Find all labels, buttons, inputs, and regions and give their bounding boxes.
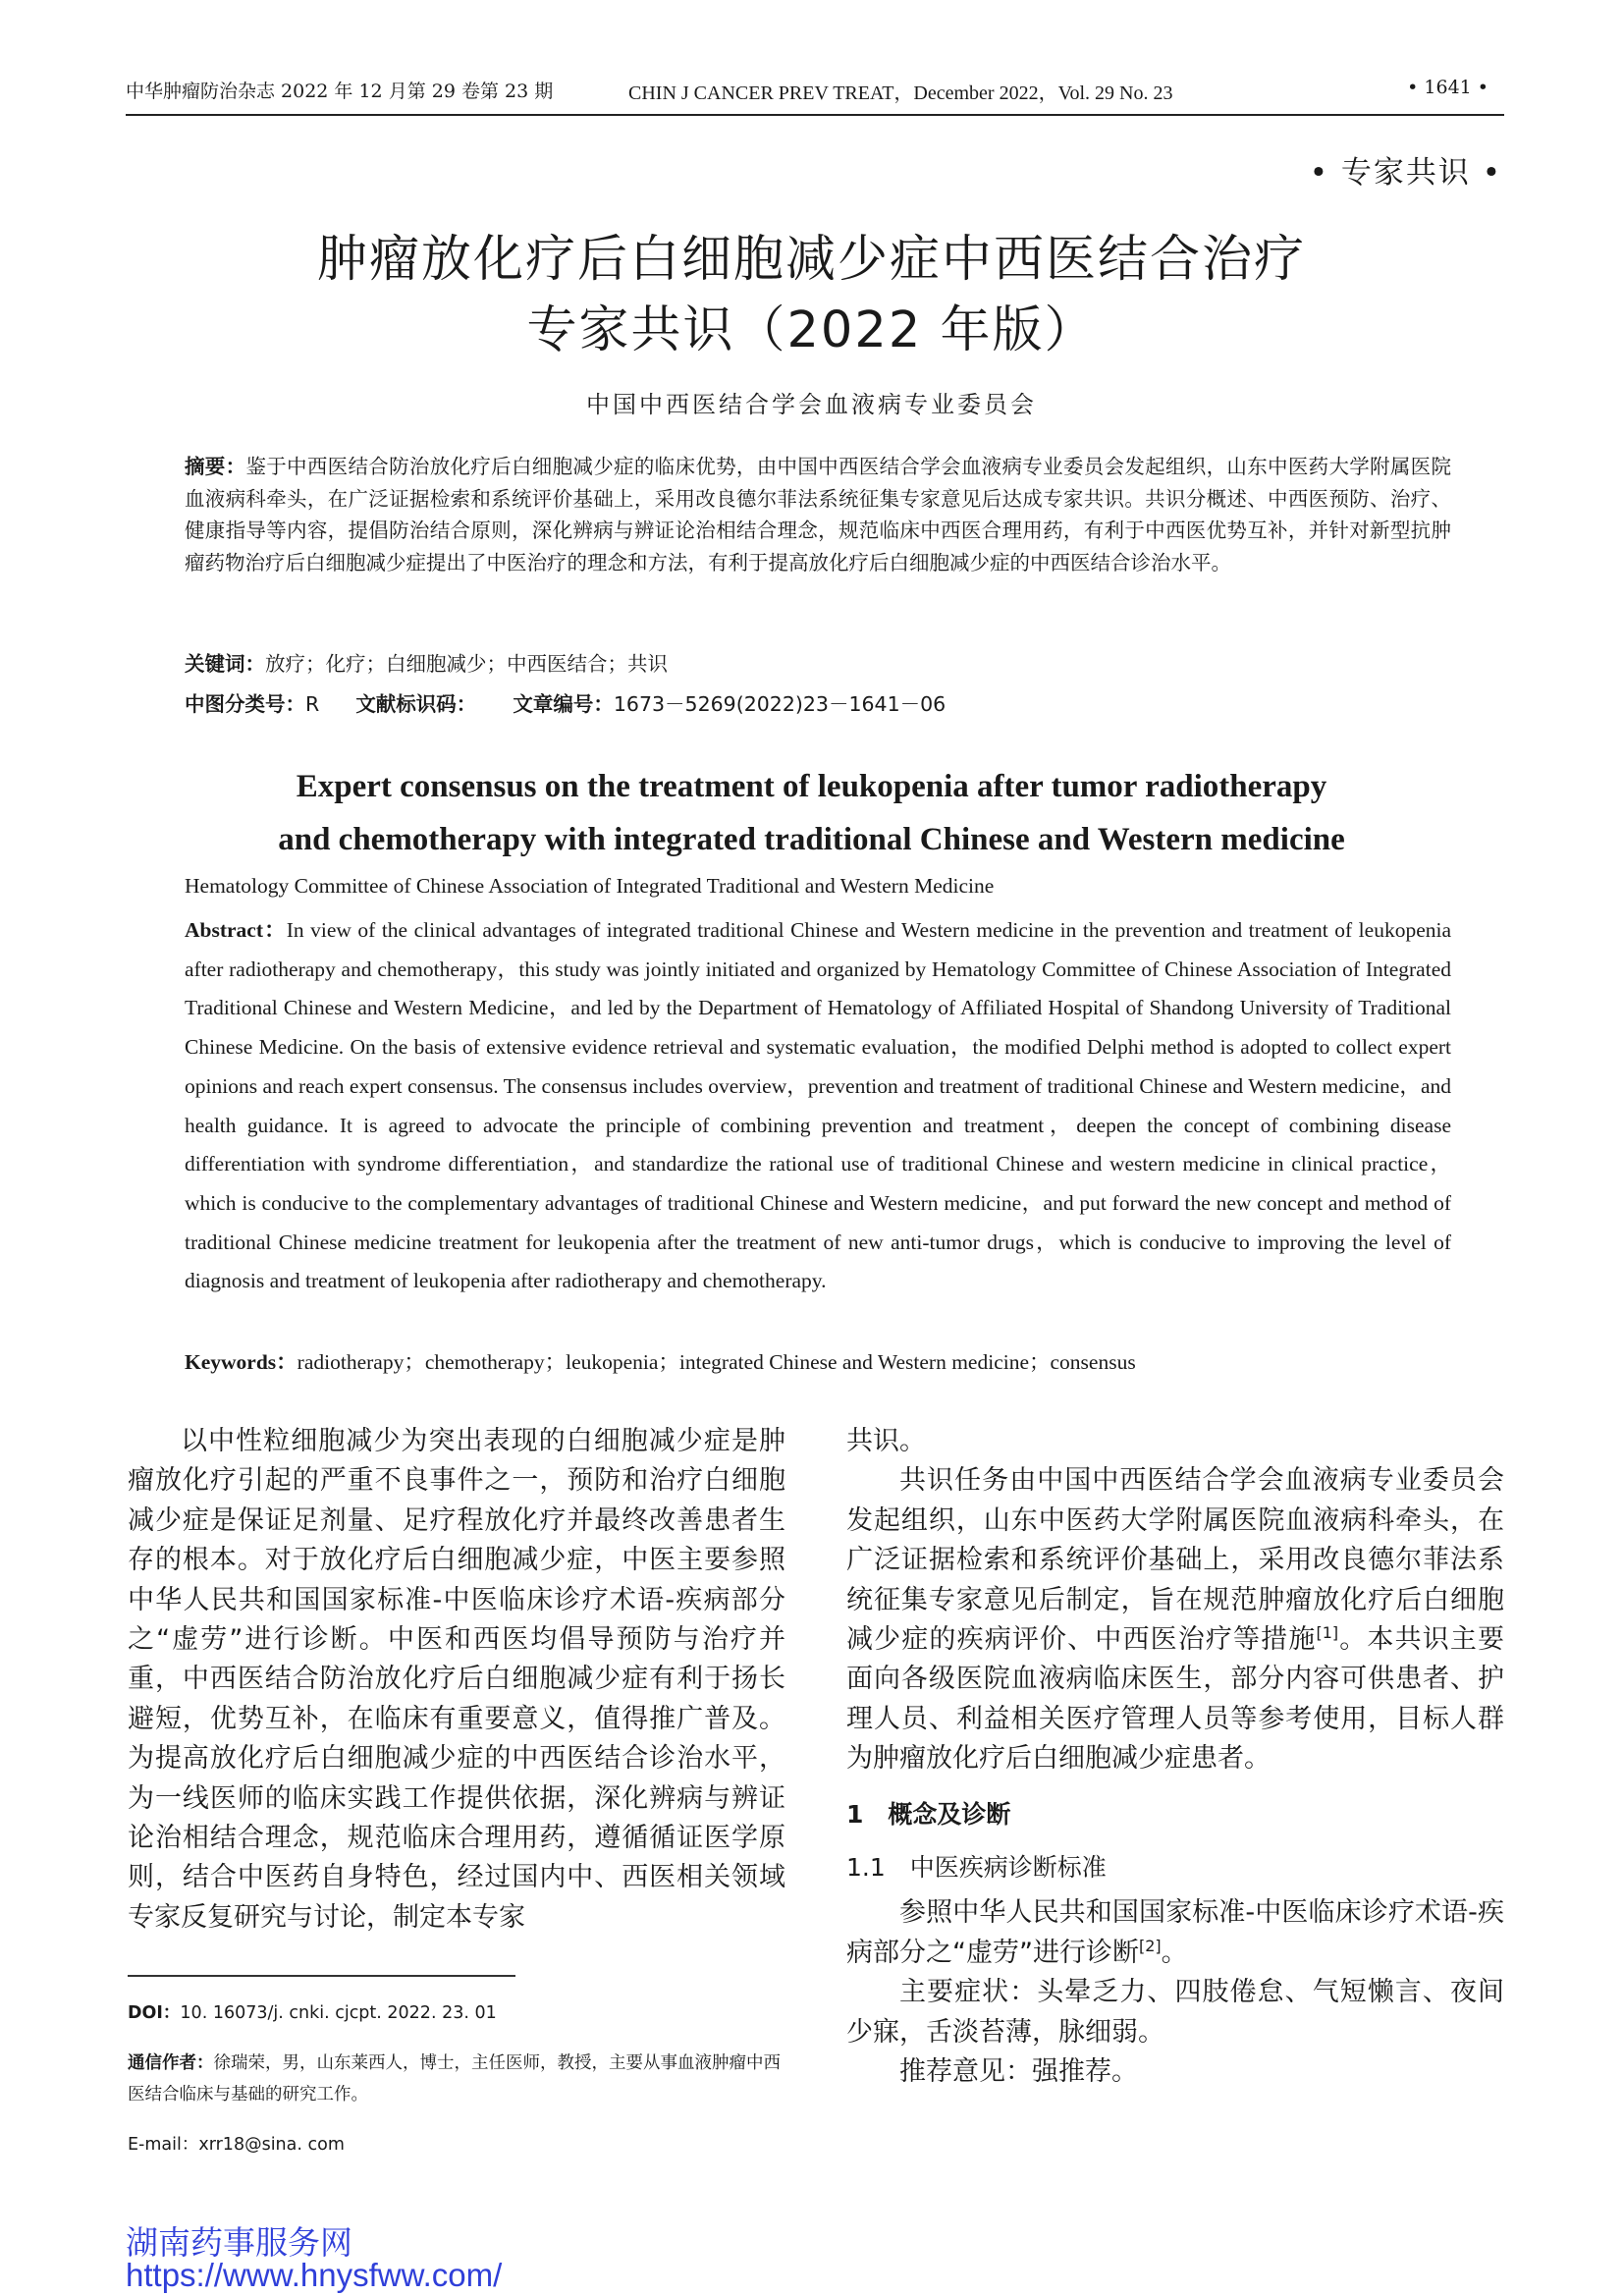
section-heading: 1 概念及诊断 xyxy=(846,1799,1011,1829)
body-paragraph-continued: 共识。 xyxy=(846,1426,926,1456)
body-right-column xyxy=(846,1422,1504,2093)
doc-code-label: 文献标识码： xyxy=(355,692,477,716)
doi-value[interactable]: 10. 16073/j. cnki. cjcpt. 2022. 23. 01 xyxy=(180,2003,497,2023)
body-text: 参照中华人民共和国国家标准-中医临床诊疗术语-疾病部分之“虚劳”进行诊断 xyxy=(846,1897,1504,1968)
title-en-line1: Expert consensus on the treatment of leukopenia after tumor radiotherapy xyxy=(296,769,1327,804)
corr-text: 徐瑞荣，男，山东莱西人，博士，主任医师，教授，主要从事血液肿瘤中西医结合临床与基础的研究工作。 xyxy=(128,2053,781,2105)
subsection-heading: 1.1 中医疾病诊断标准 xyxy=(846,1853,1107,1883)
header-divider xyxy=(126,114,1504,116)
keywords-en xyxy=(185,1345,1136,1376)
abstract-en-label: Abstract： xyxy=(185,918,287,942)
corr-label: 通信作者： xyxy=(128,2053,214,2073)
abstract-cn-label: 摘要： xyxy=(185,455,246,478)
keywords-cn-text: 放疗；化疗；白细胞减少；中西医结合；共识 xyxy=(265,652,668,676)
section-tag: • 专家共识 • xyxy=(1309,155,1502,191)
author-cn: 中国中西医结合学会血液病专业委员会 xyxy=(586,391,1037,418)
body-paragraph xyxy=(846,1893,1504,1973)
author-en: Hematology Committee of Chinese Association of Integrated Traditional and Western Medicine xyxy=(185,874,995,898)
keywords-en-text: radiotherapy；chemotherapy；leukopenia；integrated Chinese and Western medicine；consensus xyxy=(297,1350,1136,1374)
citation-ref[interactable]: [1] xyxy=(1316,1623,1339,1643)
body-paragraph: 主要症状：头晕乏力、四肢倦怠、气短懒言、夜间少寐，舌淡苔薄，脉细弱。 xyxy=(846,1977,1504,2048)
body-paragraph: 推荐意见：强推荐。 xyxy=(899,2056,1138,2088)
body-text: 。 xyxy=(1161,1937,1188,1968)
doi-label: DOI： xyxy=(128,2003,181,2023)
title-cn-line2: 专家共识（2022 年版） xyxy=(526,301,1097,359)
keywords-en-label: Keywords： xyxy=(185,1350,298,1374)
journal-header-en: CHIN J CANCER PREV TREAT，December 2022，Vol. 29 No. 23 xyxy=(628,82,1173,104)
page-number: • 1641 • xyxy=(1407,77,1488,98)
keywords-cn xyxy=(185,647,668,677)
footnote-doi xyxy=(128,1997,795,2029)
abstract-cn xyxy=(185,451,1451,578)
footnote-corresponding xyxy=(128,2048,795,2110)
abstract-en xyxy=(185,911,1451,1301)
clc-label: 中图分类号： xyxy=(185,692,305,716)
article-no-label: 文章编号： xyxy=(513,692,614,716)
article-no-value: 1673－5269(2022)23－1641－06 xyxy=(613,692,947,716)
classification-line xyxy=(185,687,946,717)
abstract-en-text: In view of the clinical advantages of integrated traditional Chinese and Western medicine in the prevention and treatment of leukopenia after radiotherapy and chemotherapy，this study was jointly initiated and organized by Hematology Committee of Chinese Association of Integrated Traditional Chinese and Western Medicine，and led by the Department of Hematology of Affiliated Hospital of Shandong University of Traditional Chinese Medicine. On the basis of extensive evidence retrieval and systematic evaluation，the modified Delphi method is adopted to collect expert opinions and reach expert consensus. The consensus includes overview，prevention and treatment of traditional Chinese and Western medicine，and health guidance. It is agreed to advocate the principle of combining prevention and treatment，deepen the concept of combining disease differentiation with syndrome differentiation，and standardize the rational use of traditional Chinese and western medicine in clinical practice，which is conducive to the complementary advantages of traditional Chinese and Western medicine，and put forward the new concept and method of traditional Chinese medicine treatment for leukopenia after the treatment of new anti-tumor drugs，which is conducive to improving the level of diagnosis and treatment of leukopenia after radiotherapy and chemotherapy. xyxy=(185,918,1452,1293)
journal-header-cn: 中华肿瘤防治杂志 2022 年 12 月第 29 卷第 23 期 xyxy=(126,81,554,102)
citation-ref[interactable]: [2] xyxy=(1138,1936,1162,1955)
body-text: 共识任务由中国中西医结合学会血液病专业委员会发起组织，山东中医药大学附属医院血液病科牵头，在广泛证据检索和系统评价基础上，采用改良德尔菲法系统征集专家意见后制定，旨在规范肿瘤放化疗后白细胞减少症的疾病评价、中西医治疗等措施 xyxy=(846,1465,1504,1656)
clc-value: R xyxy=(305,692,320,716)
title-en-line2: and chemotherapy with integrated traditional Chinese and Western medicine xyxy=(278,822,1345,857)
body-text: 。本共识主要面向各级医院血液病临床医生，部分内容可供患者、护理人员、利益相关医疗管理人员等参考使用，目标人群为肿瘤放化疗后白细胞减少症患者。 xyxy=(846,1624,1505,1775)
watermark-url[interactable]: https://www.hnysfww.com/ xyxy=(126,2257,503,2293)
body-left-column xyxy=(128,1422,785,1938)
abstract-cn-text: 鉴于中西医结合防治放化疗后白细胞减少症的临床优势，由中国中西医结合学会血液病专业委员会发起组织，山东中医药大学附属医院血液病科牵头，在广泛证据检索和系统评价基础上，采用改良德尔菲法系统征集专家意见后达成专家共识。共识分概述、中西医预防、治疗、健康指导等内容，提倡防治结合原则，深化辨病与辨证论治相结合理念，规范临床中西医合理用药，有利于中西医优势互补，并针对新型抗肿瘤药物治疗后白细胞减少症提出了中医治疗的理念和方法，有利于提高放化疗后白细胞减少症的中西医结合诊治水平。 xyxy=(185,455,1451,574)
body-paragraph: 以中性粒细胞减少为突出表现的白细胞减少症是肿瘤放化疗引起的严重不良事件之一，预防和治疗白细胞减少症是保证足剂量、足疗程放化疗并最终改善患者生存的根本。对于放化疗后白细胞减少症，中医主要参照中华人民共和国国家标准-中医临床诊疗术语-疾病部分之“虚劳”进行诊断。中医和西医均倡导预防与治疗并重，中西医结合防治放化疗后白细胞减少症有利于扬长避短，优势互补，在临床有重要意义，值得推广普及。为提高放化疗后白细胞减少症的中西医结合诊治水平，为一线医师的临床实践工作提供依据，深化辨病与辨证论治相结合理念，规范临床合理用药，遵循循证医学原则，结合中医药自身特色，经过国内中、西医相关领域专家反复研究与讨论，制定本专家 xyxy=(128,1426,785,1933)
keywords-cn-label: 关键词： xyxy=(185,652,265,676)
footnote-email[interactable]: E-mail：xrr18@sina. com xyxy=(128,2135,345,2155)
body-paragraph xyxy=(846,1461,1504,1778)
title-cn-line1: 肿瘤放化疗后白细胞减少症中西医结合治疗 xyxy=(316,231,1306,289)
footnote-divider xyxy=(128,1975,515,1977)
watermark-site-name[interactable]: 湖南药事服务网 xyxy=(126,2223,352,2262)
